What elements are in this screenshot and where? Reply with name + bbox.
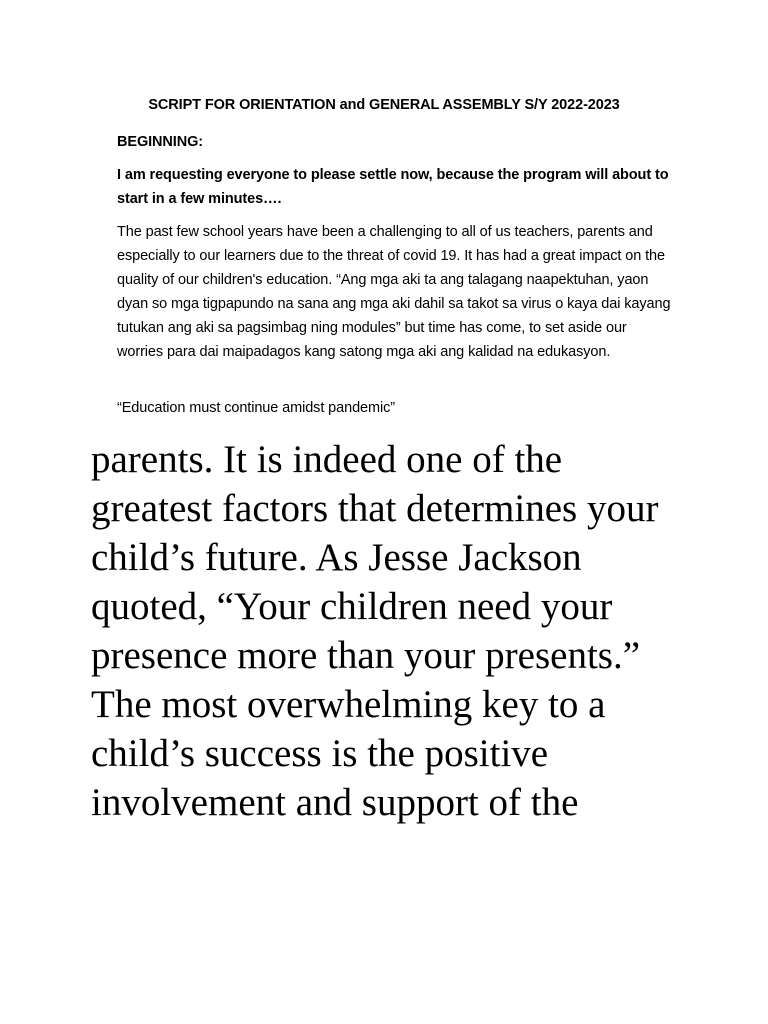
document-title: SCRIPT FOR ORIENTATION and GENERAL ASSEMBLY S/Y 2022-2023	[148, 97, 620, 113]
section-heading: BEGINNING:	[117, 134, 204, 150]
request-text: I am requesting everyone to please settle now, because the program will about to start in a few minutes….	[117, 167, 669, 207]
large-serif-text: parents. It is indeed one of the greatest factors that determines your child’s future. As Jesse Jackson quoted, “Your children need your presence more than your presents.” The most overwhelming key to a child’s success is the positive involvement and support of the	[91, 438, 659, 824]
quote-line: “Education must continue amidst pandemic”	[117, 400, 395, 416]
body-paragraph: The past few school years have been a challenging to all of us teachers, parents and especially to our learners due to the threat of covid 19. It has had a great impact on the quality of our children's education. “Ang mga aki ta ang talagang naapektuhan, yaon dyan so mga tigpapundo na sana ang mga aki dahil sa takot sa virus o kaya dai kayang tutukan ang aki sa pagsimbag ning modules” but time has come, to set aside our worries para dai maipadagos kang satong mga aki ang kalidad na edukasyon.	[117, 224, 671, 360]
